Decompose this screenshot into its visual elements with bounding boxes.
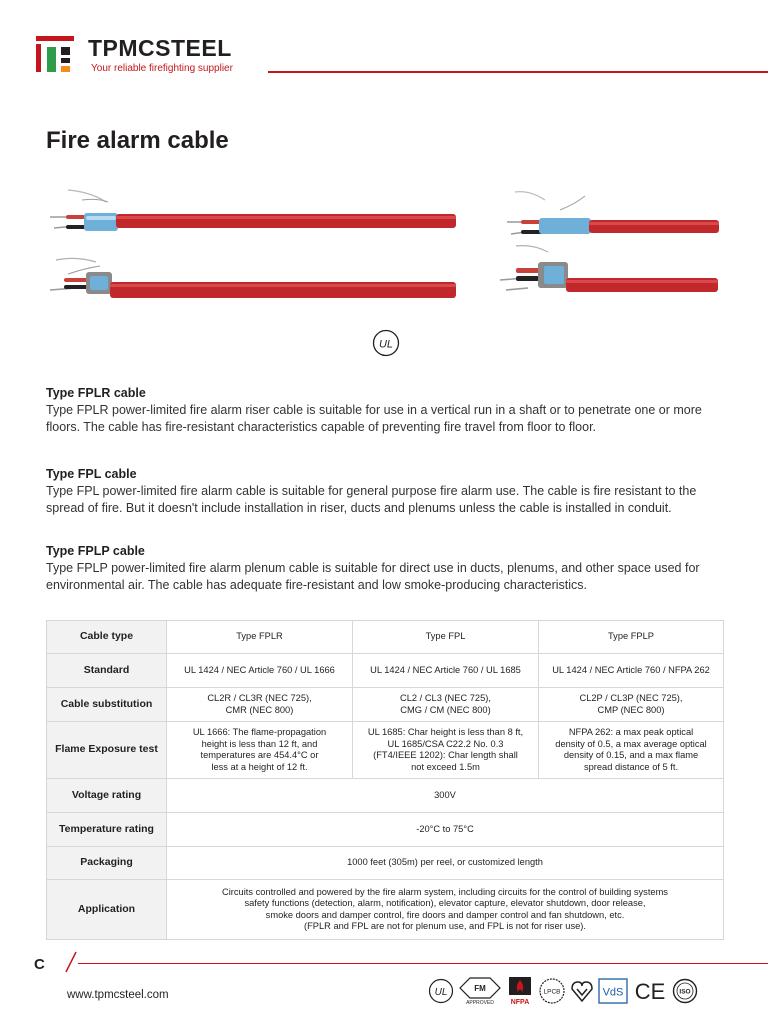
table-cell: NFPA 262: a max peak optical density of 0.5, a max average optical density of 0.15, and a max flame spread distance of 5 ft. [539,722,724,779]
section-fplr [46,385,726,436]
ul-certification-icon [372,329,400,357]
brand-name: TPMCSTEEL [88,35,232,61]
nfpa-cert-text: NFPA [510,999,530,1006]
spec-table [46,620,724,940]
ul-cert-icon [428,978,454,1004]
nfpa-icon [506,976,534,1006]
fm-approved-icon [458,976,502,1006]
table-cell: UL 1685: Char height is less than 8 ft, UL 1685/CSA C22.2 No. 0.3 (FT4/IEEE 1202): Char length shall not exceed 1.5m [353,722,539,779]
iso-icon [672,978,698,1004]
header-divider [268,71,768,73]
row-label: Application [47,880,167,940]
table-cell: UL 1666: The flame-propagation height is less than 12 ft, and temperatures are 454.4°C or less at a height of 12 ft. [167,722,353,779]
table-cell: Type FPLP [539,621,724,654]
table-cell: CL2P / CL3P (NEC 725), CMP (NEC 800) [539,688,724,722]
row-label: Packaging [47,847,167,880]
table-row [47,654,724,688]
cable-photo-fpl [46,252,458,302]
ul-cert-text: UL [434,987,448,998]
iso-cert-text: ISO [679,988,691,996]
section-fplp [46,543,726,594]
section-body: Type FPLP power-limited fire alarm plenum cable is suitable for direct use in ducts, plenums, and other space used for environmental air. The cable has adequate fire-resistant and low smoke-producing characteristics. [46,561,700,592]
table-cell: Circuits controlled and powered by the fire alarm system, including circuits for the control of building systems safety functions (detection, alarm, notification), elevator capture, elevator shutdown, door release, smoke doors and damper control, fire doors and damper control and fan shutdown, etc. (FPLR and FPL are not for plenum use, and FPL is not for riser use). [167,880,724,940]
vds-cert-text: VdS [602,986,624,999]
section-heading: Type FPLR cable [46,386,146,400]
row-label: Cable substitution [47,688,167,722]
row-label: Voltage rating [47,779,167,813]
footer-divider [78,963,768,964]
table-cell: CL2R / CL3R (NEC 725), CMR (NEC 800) [167,688,353,722]
table-cell: 300V [167,779,724,813]
table-cell: UL 1424 / NEC Article 760 / UL 1666 [167,654,353,688]
table-row [47,621,724,654]
table-cell: Type FPL [353,621,539,654]
footer-page-letter: C [34,956,45,973]
table-cell: UL 1424 / NEC Article 760 / NFPA 262 [539,654,724,688]
table-row [47,813,724,847]
section-heading: Type FPLP cable [46,544,145,558]
tpmcsteel-logo-mark-icon [36,36,74,74]
section-fpl [46,466,726,517]
table-row [47,688,724,722]
table-cell: Type FPLR [167,621,353,654]
fm-approved-text: APPROVED [466,1000,494,1006]
cable-photo-fplr [46,180,458,240]
cable-photo-fplp [505,186,720,240]
lpcb-cert-text: LPCB [543,988,561,996]
table-row [47,880,724,940]
brand-tagline: Your reliable firefighting supplier [91,63,233,74]
ce-mark-icon [632,978,668,1004]
table-cell: -20°C to 75°C [167,813,724,847]
section-heading: Type FPL cable [46,467,137,481]
row-label: Flame Exposure test [47,722,167,779]
row-label: Temperature rating [47,813,167,847]
footer-website: www.tpmcsteel.com [67,989,169,1001]
page-title: Fire alarm cable [46,127,229,154]
lpcb-icon [538,977,566,1005]
certification-logos [428,975,698,1007]
table-cell: UL 1424 / NEC Article 760 / UL 1685 [353,654,539,688]
ul-logo-text: UL [378,338,394,351]
footer-slash-icon [62,950,82,974]
table-cell: 1000 feet (305m) per reel, or customized length [167,847,724,880]
table-row [47,847,724,880]
section-body: Type FPL power-limited fire alarm cable is suitable for general purpose fire alarm use. The cable is fire resistant to the spread of fire. But it doesn't include installation in riser, ducts and plenums unless the cable is installed in conduit. [46,484,697,515]
row-label: Standard [47,654,167,688]
table-cell: CL2 / CL3 (NEC 725), CMG / CM (NEC 800) [353,688,539,722]
fm-cert-text: FM [474,984,486,993]
cable-photo-shielded [498,240,720,298]
table-row [47,779,724,813]
table-row [47,722,724,779]
kitemark-icon [570,979,594,1003]
section-body: Type FPLR power-limited fire alarm riser cable is suitable for use in a vertical run in a shaft or to penetrate one or more floors. The cable has fire-resistant characteristics capable of preventing fire travel from floor to floor. [46,403,702,434]
row-label: Cable type [47,621,167,654]
vds-icon [598,978,628,1004]
ce-cert-text: CE [634,979,666,1004]
